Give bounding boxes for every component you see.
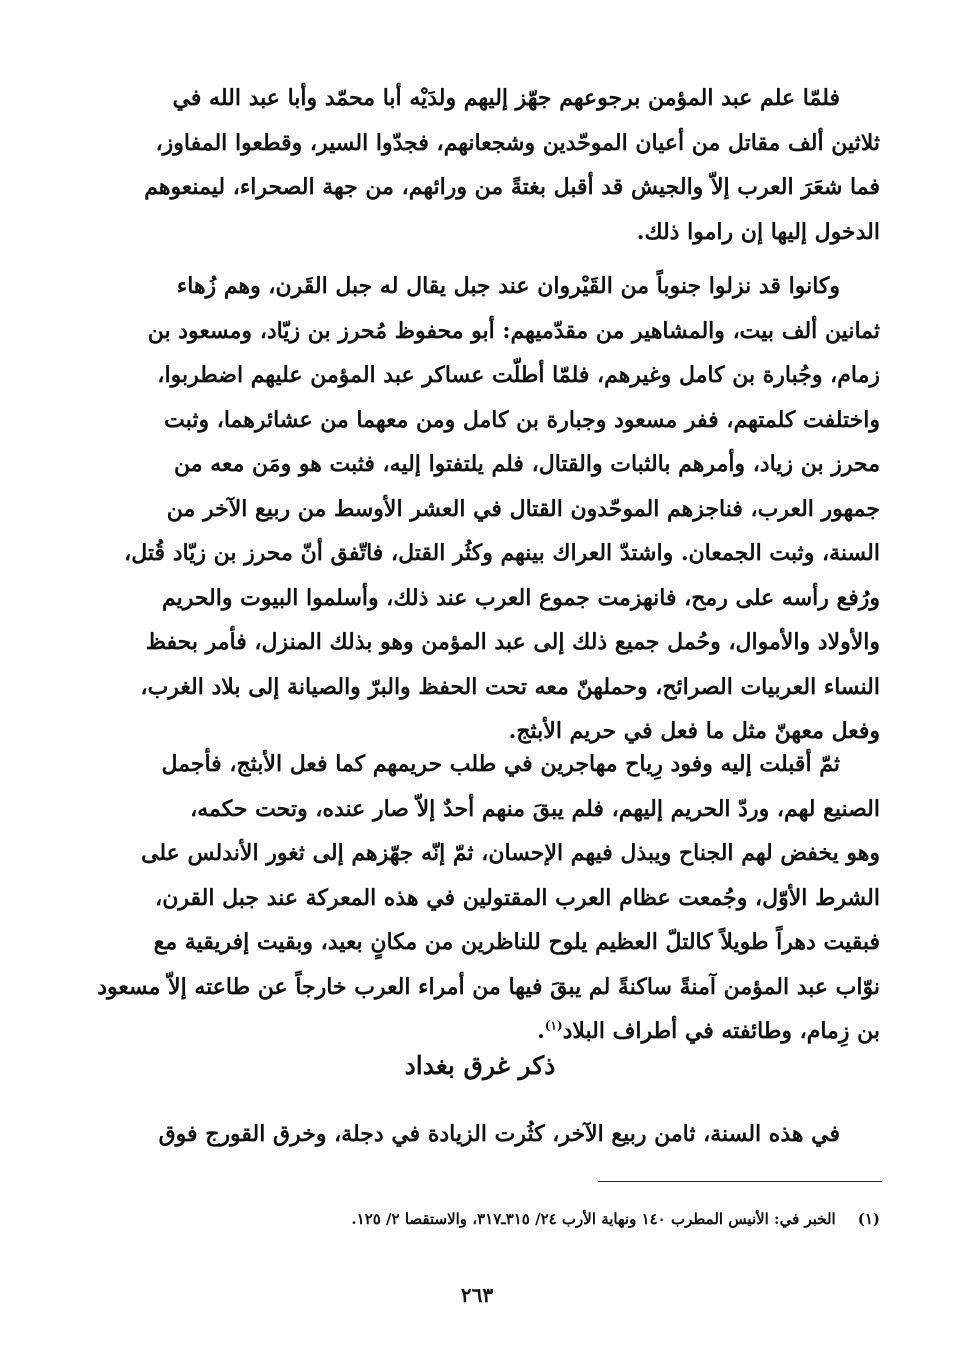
text-line: زمام، وجُبارة بن كامل وغيرهم، فلمّا أطلّت عساكر عبد المؤمن عليهم اضطربوا، [157, 362, 880, 388]
footnote-marker: (١) [857, 1210, 880, 1228]
text-line: ورُفع رأسه على رمح، فانهزمت جموع العرب عند ذلك، وأسلموا البيوت والحريم [161, 584, 880, 611]
text-line: جمهور العرب، فناجزهم الموحّدون القتال في العشر الأوسط من ربيع الآخر من [166, 495, 880, 522]
text-line: في هذه السنة، ثامن ربيع الآخر، كثُرت الزيادة في دجلة، وخرق القورج فوق [158, 1121, 840, 1147]
text-line: فلمّا علم عبد المؤمن برجوعهم جهّز إليهم ولدَيْه أبا محمّد وأبا عبد الله في [172, 85, 840, 111]
paragraph-abd-al-mumin-army [80, 76, 880, 254]
text-line: فبقيت دهراً طويلاً كالتلّ العظيم يلوح للناظرين من مكانٍ بعيد، وبقيت إفريقية مع [153, 929, 880, 955]
page-number: ٢٦٣ [460, 1283, 494, 1307]
text-line: السنة، وثبت الجمعان. واشتدّ العراك بينهم وكثُر القتل، فاتّفق أنّ محرز بن زيّاد قُتل، [124, 540, 880, 566]
text-line: ثمّ أقبلت إليه وفود رِياح مهاجرين في طلب حريمهم كما فعل الأبثج، فأجمل [161, 751, 840, 777]
paragraph-baghdad-flood [80, 1112, 880, 1157]
text-line: وفعل معهنّ مثل ما فعل في حريم الأبثج. [508, 718, 880, 744]
footnote-text: الخبر في: الأنيس المطرب ١٤٠ ونهاية الأرب ٢٤/ ٣١٥ـ٣١٧، والاستقصا ٢/ ١٢٥. [351, 1210, 836, 1228]
text-line: والأولاد والأموال، وحُمل جميع ذلك إلى عبد المؤمن وهو بذلك المنزل، فأمر بحفظ [145, 629, 880, 655]
section-heading: ذكر غرق بغداد [404, 1051, 556, 1080]
footnote-reference: (١) [544, 1018, 563, 1033]
text-line: واختلفت كلمتهم، ففر مسعود وجبارة بن كامل ومن معهما من عشائرهما، وثبت [164, 406, 880, 433]
text-line: النساء العربيات الصرائح، وحملهنّ معه تحت الحفظ والبرّ والصيانة إلى بلاد الغرب، [140, 673, 880, 700]
sentence-end: . [537, 1018, 545, 1044]
text-line: محرز بن زياد، وأمرهم بالثبات والقتال، فلم يلتفتوا إليه، فثبت هو ومَن معه من [174, 451, 880, 477]
text-line: الشرط الأوّل، وجُمعت عظام العرب المقتولين في هذه المعركة عند جبل القرن، [155, 884, 880, 911]
text-line: وهو يخفض لهم الجناح ويبذل فيهم الإحسان، ثمّ إنّه جهّزهم إلى ثغور الأندلس على [141, 840, 880, 866]
text-line: وكانوا قد نزلوا جنوباً من القَيْروان عند جبل يقال له جبل القَرن، وهم زُهاء [176, 273, 840, 299]
footnote-divider [598, 1181, 882, 1182]
text-line-content: بن زِمام، وطائفته في أطراف البلاد [562, 1018, 880, 1044]
paragraph-battle-jabal-al-qarn [80, 264, 880, 754]
footnote [80, 1205, 880, 1233]
text-line: ثمانين ألف بيت، والمشاهير من مقدّميهم: أبو محفوظ مُحرز بن زيّاد، ومسعود بن [147, 317, 880, 344]
text-line: الدخول إليها إن راموا ذلك. [636, 218, 880, 245]
text-line: نوّاب عبد المؤمن آمنةً ساكنةً لم يبقَ فيها من أمراء العرب خارجاً عن طاعته إلاّ مسعود [97, 973, 880, 1000]
text-line: الصنيع لهم، وردّ الحريم إليهم، فلم يبقَ منهم أحدٌ إلاّ صار عنده، وتحت حكمه، [190, 795, 880, 822]
paragraph-riyah-delegations [80, 742, 880, 1054]
text-line: ثلاثين ألف مقاتل من أعيان الموحّدين وشجعانهم، فجدّوا السير، وقطعوا المفاوز، [155, 129, 880, 156]
text-line: فما شعَرَ العرب إلاّ والجيش قد أقبل بغتةً من ورائهم، من جهة الصحراء، ليمنعوهم [144, 174, 880, 200]
